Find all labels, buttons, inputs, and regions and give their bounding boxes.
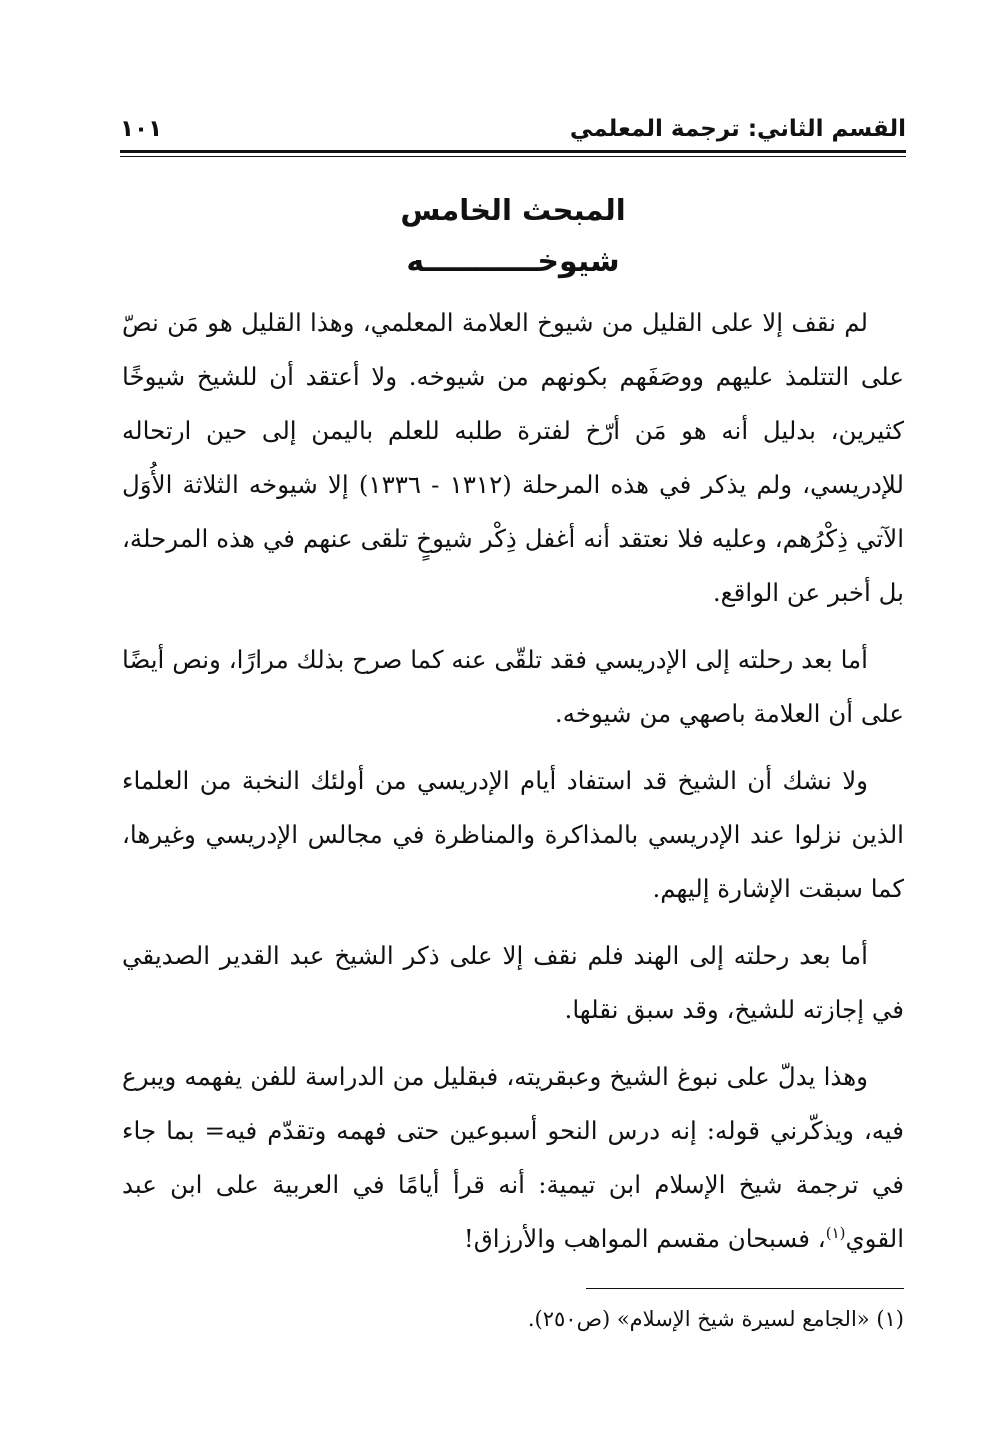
header-rule-thick	[120, 150, 906, 153]
footnote: (١) «الجامع لسيرة شيخ الإسلام» (ص٢٥٠).	[527, 1307, 904, 1331]
paragraph-1: لم نقف إلا على القليل من شيوخ العلامة المعلمي، وهذا القليل هو مَن نصّ على التتلمذ عليهم ووصَفَهم بكونهم من شيوخه. ولا أعتقد أن للشيخ شيوخًا كثيرين، بدليل أنه هو مَن أرّخ لفترة طلبه للعلم باليمن إلى حين ارتحاله للإدريسي، ولم يذكر في هذه المرحلة (١٣١٢ - ١٣٣٦) إلا شيوخه الثلاثة الأُوَل الآتي ذِكْرُهم، وعليه فلا نعتقد أنه أغفل ذِكْر شيوخٍ تلقى عنهم في هذه المرحلة، بل أخبر عن الواقع.	[122, 308, 905, 607]
header-rule-thin	[120, 156, 906, 157]
body-text	[122, 296, 904, 1279]
paragraph-5-text: وهذا يدلّ على نبوغ الشيخ وعبقريته، فبقليل من الدراسة للفن يفهمه ويبرع فيه، ويذكّرني قوله: إنه درس النحو أسبوعين حتى فهمه وتقدّم فيه= بما جاء في ترجمة شيخ الإسلام ابن تيمية: أنه قرأ أيامًا في العربية على ابن عبد القوي	[122, 1062, 904, 1253]
running-title: القسم الثاني: ترجمة المعلمي	[569, 116, 906, 142]
paragraph-4: أما بعد رحلته إلى الهند فلم نقف إلا على ذكر الشيخ عبد القدير الصديقي في إجازته للشيخ، وقد سبق نقلها.	[122, 941, 904, 1024]
paragraph-3: ولا نشك أن الشيخ قد استفاد أيام الإدريسي من أولئك النخبة من العلماء الذين نزلوا عند الإدريسي بالمذاكرة والمناظرة في مجالس الإدريسي وغيرها، كما سبقت الإشارة إليهم.	[122, 766, 904, 903]
page-number: ١٠١	[120, 116, 163, 142]
footnote-reference: (١)	[825, 1223, 846, 1242]
paragraph-2: أما بعد رحلته إلى الإدريسي فقد تلقّى عنه كما صرح بذلك مرارًا، ونص أيضًا على أن العلامة باصهي من شيوخه.	[122, 645, 904, 728]
chapter-title: المبحث الخامس	[400, 193, 626, 227]
paragraph-5-ending: ، فسبحان مقسم المواهب والأرزاق!	[463, 1224, 826, 1253]
running-header	[120, 112, 906, 146]
footnote-separator	[586, 1288, 904, 1289]
paragraph-5	[122, 1050, 904, 1266]
section-title: شيوخـــــــــــه	[406, 244, 620, 279]
